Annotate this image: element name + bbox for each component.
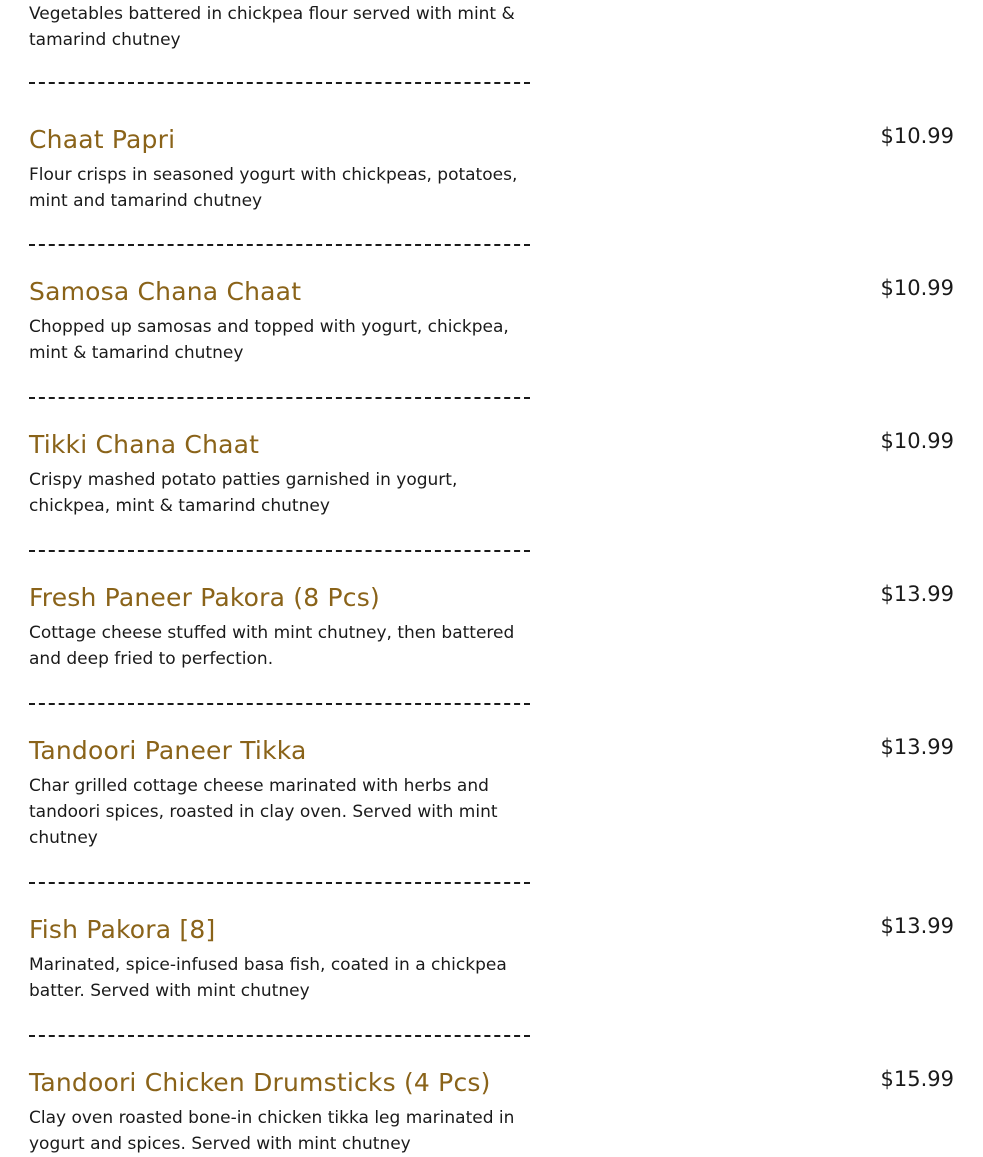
item-divider xyxy=(29,550,530,552)
item-divider xyxy=(29,882,530,884)
menu-item-price: $10.99 xyxy=(880,124,954,148)
menu-item-name: Fresh Paneer Pakora (8 Pcs) xyxy=(29,583,380,612)
item-divider xyxy=(29,703,530,705)
menu-item-description: Cottage cheese stuffed with mint chutney, then battered and deep fried to perfection. xyxy=(29,623,515,669)
menu-item-price: $10.99 xyxy=(880,276,954,300)
menu-item-description: Flour crisps in seasoned yogurt with chickpeas, potatoes, mint and tamarind chutney xyxy=(29,165,518,211)
menu-item-name: Tikki Chana Chaat xyxy=(29,430,260,459)
menu-item-description: Marinated, spice-infused basa fish, coated in a chickpea batter. Served with mint chutney xyxy=(29,955,507,1001)
menu-item-price: $15.99 xyxy=(880,1067,954,1091)
menu-item-description: Clay oven roasted bone-in chicken tikka leg marinated in yogurt and spices. Served with mint chutney xyxy=(29,1108,515,1154)
menu-item-price: $13.99 xyxy=(880,914,954,938)
menu-item-name: Chaat Papri xyxy=(29,125,176,154)
menu-item-name: Tandoori Paneer Tikka xyxy=(29,736,307,765)
item-divider xyxy=(29,244,530,246)
menu-item-name: Fish Pakora [8] xyxy=(29,915,216,944)
menu-item-price: $10.99 xyxy=(880,429,954,453)
menu-item-name: Samosa Chana Chaat xyxy=(29,277,302,306)
item-divider xyxy=(29,397,530,399)
menu-item-price: $13.99 xyxy=(880,582,954,606)
menu-item-description: Crispy mashed potato patties garnished in yogurt, chickpea, mint & tamarind chutney xyxy=(29,470,458,516)
menu-item-description: Char grilled cottage cheese marinated with herbs and tandoori spices, roasted in clay oven. Served with mint chutney xyxy=(29,776,498,848)
item-divider xyxy=(29,1035,530,1037)
menu-item-description: Chopped up samosas and topped with yogurt, chickpea, mint & tamarind chutney xyxy=(29,317,509,363)
menu-item-price: $13.99 xyxy=(880,735,954,759)
menu-item-name: Tandoori Chicken Drumsticks (4 Pcs) xyxy=(29,1068,491,1097)
menu-item-description: Vegetables battered in chickpea flour served with mint & tamarind chutney xyxy=(29,4,515,50)
item-divider xyxy=(29,82,530,84)
